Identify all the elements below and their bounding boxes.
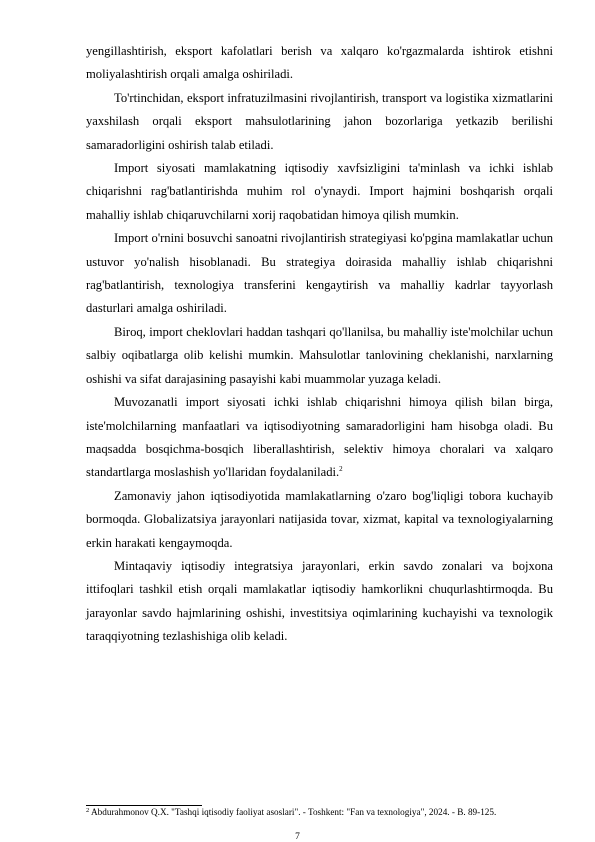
paragraph: Biroq, import cheklovlari haddan tashqari qo'llanilsa, bu mahalliy iste'molchilar uchun salbiy oqibatlarga olib kelishi mumkin. Mahsulotlar tanlovining cheklanishi, narxlarning oshishi va sifat darajasining pasayishi kabi muammolar yuzaga keladi. — [86, 324, 553, 386]
page-number: 7 — [295, 832, 300, 842]
body-text — [86, 40, 553, 649]
paragraph: Import o'rnini bosuvchi sanoatni rivojlantirish strategiyasi ko'pgina mamlakatlar uchun ustuvor yo'nalish hisoblanadi. Bu strategiya doirasida mahalliy ishlab chiqarishni rag'batlantirish, texnologiya transferini kengaytirish va mahalliy kadrlar tayyorlash dasturlari amalga oshiriladi. — [86, 231, 553, 316]
paragraph: Zamonaviy jahon iqtisodiyotida mamlakatlarning o'zaro bog'liqligi tobora kuchayib bormoqda. Globalizatsiya jarayonlari natijasida tovar, xizmat, kapital va texnologiyalarning erkin harakati kengaymoqda. — [86, 488, 553, 550]
paragraph: To'rtinchidan, eksport infratuzilmasini rivojlantirish, transport va logistika xizmatlarini yaxshilash orqali eksport mahsulotlarining jahon bozorlariga yetkazib berilishi samaradorligini oshirish talab etiladi. — [86, 90, 553, 152]
footnote-text: Abdurahmonov Q.X. "Tashqi iqtisodiy faoliyat asoslari". - Toshkent: "Fan va texnologiya", 2024. - B. 89-125. — [91, 807, 497, 817]
footnote — [86, 806, 553, 819]
paragraph-with-footnote — [86, 391, 553, 485]
footnote-reference[interactable]: 2 — [339, 465, 343, 474]
footnote-number: 2 — [86, 807, 90, 814]
paragraph: yengillashtirish, eksport kafolatlari berish va xalqaro ko'rgazmalarda ishtirok etishni moliyalashtirish orqali amalga oshiriladi. — [86, 44, 553, 82]
paragraph: Mintaqaviy iqtisodiy integratsiya jarayonlari, erkin savdo zonalari va bojxona ittifoqlari tashkil etish orqali mamlakatlar iqtisodiy hamkorlikni chuqurlashtirmoqda. Bu jarayonlar savdo hajmlarining oshishi, investitsiya oqimlarining kuchayishi va texnologik taraqqiyotning tezlashishiga olib keladi. — [86, 558, 553, 644]
paragraph-text: Muvozanatli import siyosati ichki ishlab chiqarishni himoya qilish bilan birga, iste'molchilarning manfaatlari va iqtisodiyotning samaradorligini ham hisobga oladi. Bu maqsadda bosqichma-bosqich liberallashtirish, selektiv himoya choralari va xalqaro standartlarga moslashish yo'llaridan foydalaniladi. — [86, 395, 553, 480]
paragraph: Import siyosati mamlakatning iqtisodiy xavfsizligini ta'minlash va ichki ishlab chiqarishni rag'batlantirishda muhim rol o'ynaydi. Import hajmini boshqarish orqali mahalliy ishlab chiqaruvchilarni xorij raqobatidan himoya qilish mumkin. — [86, 161, 553, 222]
